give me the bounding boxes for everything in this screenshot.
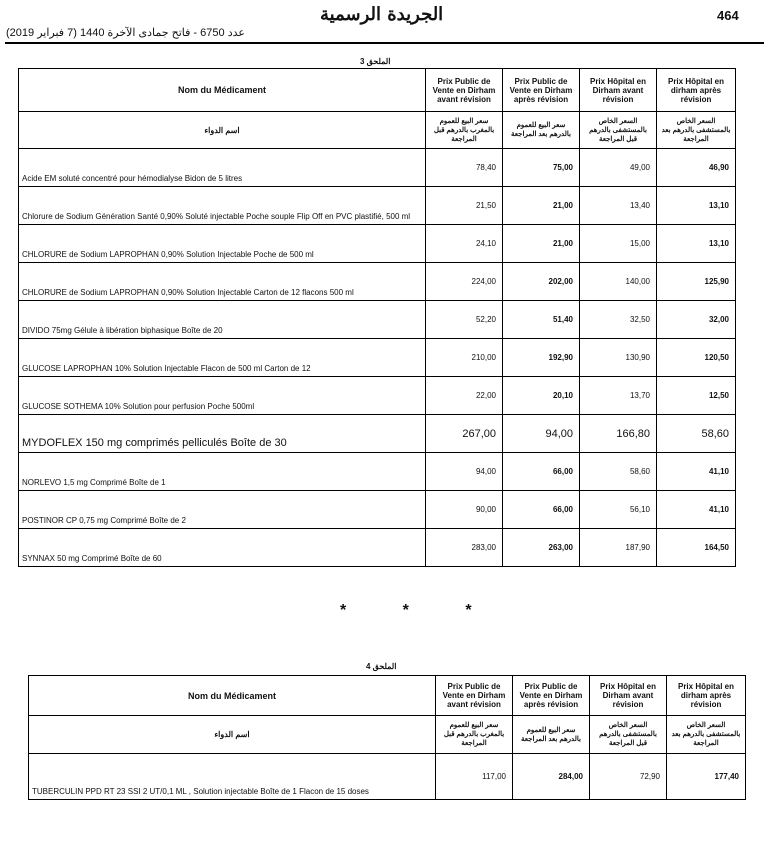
column-header-name: Nom du Médicament — [29, 676, 436, 716]
price-public-before: 52,20 — [426, 301, 503, 339]
price-hospital-after: 120,50 — [657, 339, 736, 377]
price-hospital-after: 58,60 — [657, 415, 736, 453]
price-hospital-after: 46,90 — [657, 149, 736, 187]
medication-name: GLUCOSE LAPROPHAN 10% Solution Injectable Flacon de 500 ml Carton de 12 — [19, 339, 426, 377]
medication-name: DIVIDO 75mg Gélule à libération biphasique Boîte de 20 — [19, 301, 426, 339]
column-header-hospital-after: Prix Hôpital en dirham après révision — [657, 69, 736, 112]
column-header-public-after: Prix Public de Vente en Dirham après révision — [513, 676, 590, 716]
column-header-name: Nom du Médicament — [19, 69, 426, 112]
price-hospital-before: 32,50 — [580, 301, 657, 339]
medication-name: SYNNAX 50 mg Comprimé Boîte de 60 — [19, 529, 426, 567]
price-public-before: 283,00 — [426, 529, 503, 567]
price-hospital-before: 49,00 — [580, 149, 657, 187]
table-row — [19, 263, 736, 301]
price-public-before: 78,40 — [426, 149, 503, 187]
header-rule — [5, 42, 764, 44]
annex4-label: الملحق 4 — [366, 662, 397, 671]
price-hospital-after: 164,50 — [657, 529, 736, 567]
column-header-public-after-ar: سعر البيع للعموم بالدرهم بعد المراجعة — [513, 716, 590, 754]
price-public-after: 284,00 — [513, 754, 590, 800]
table-row — [19, 491, 736, 529]
price-public-after: 21,00 — [503, 225, 580, 263]
column-header-public-before: Prix Public de Vente en Dirham avant révision — [436, 676, 513, 716]
price-public-before: 22,00 — [426, 377, 503, 415]
column-header-public-after: Prix Public de Vente en Dirham après révision — [503, 69, 580, 112]
column-header-hospital-before: Prix Hôpital en Dirham avant révision — [590, 676, 667, 716]
price-hospital-before: 166,80 — [580, 415, 657, 453]
column-header-public-after-ar: سعر البيع للعموم بالدرهم بعد المراجعة — [503, 112, 580, 149]
price-hospital-before: 58,60 — [580, 453, 657, 491]
price-public-before: 117,00 — [436, 754, 513, 800]
medication-name: CHLORURE de Sodium LAPROPHAN 0,90% Solution Injectable Poche de 500 ml — [19, 225, 426, 263]
price-hospital-before: 187,90 — [580, 529, 657, 567]
price-public-after: 263,00 — [503, 529, 580, 567]
journal-title: الجريدة الرسمية — [320, 4, 444, 25]
table-row — [19, 529, 736, 567]
price-hospital-after: 13,10 — [657, 225, 736, 263]
column-header-hospital-after-ar: السعر الخاص بالمستشفى بالدرهم بعد المراجعة — [667, 716, 746, 754]
price-hospital-before: 56,10 — [580, 491, 657, 529]
medication-name: Chlorure de Sodium Génération Santé 0,90% Soluté injectable Poche souple Flip Off en PVC plastifié, 500 ml — [19, 187, 426, 225]
page-number: 464 — [717, 8, 739, 23]
annex4-table — [28, 675, 746, 800]
column-header-name-ar: اسم الدواء — [19, 112, 426, 149]
price-hospital-before: 13,70 — [580, 377, 657, 415]
medication-name: NORLEVO 1,5 mg Comprimé Boîte de 1 — [19, 453, 426, 491]
price-public-after: 202,00 — [503, 263, 580, 301]
column-header-public-before-ar: سعر البيع للعموم بالمغرب بالدرهم قبل المراجعة — [436, 716, 513, 754]
price-public-after: 66,00 — [503, 491, 580, 529]
price-public-after: 94,00 — [503, 415, 580, 453]
medication-name: GLUCOSE SOTHEMA 10% Solution pour perfusion Poche 500ml — [19, 377, 426, 415]
price-public-before: 90,00 — [426, 491, 503, 529]
table-row — [19, 301, 736, 339]
price-public-after: 21,00 — [503, 187, 580, 225]
price-public-before: 21,50 — [426, 187, 503, 225]
price-public-before: 224,00 — [426, 263, 503, 301]
table-row — [19, 225, 736, 263]
price-public-after: 75,00 — [503, 149, 580, 187]
price-hospital-after: 32,00 — [657, 301, 736, 339]
column-header-hospital-before-ar: السعر الخاص بالمستشفى بالدرهم قبل المراجعة — [580, 112, 657, 149]
price-hospital-after: 41,10 — [657, 491, 736, 529]
column-header-public-before: Prix Public de Vente en Dirham avant révision — [426, 69, 503, 112]
price-hospital-before: 72,90 — [590, 754, 667, 800]
price-public-before: 24,10 — [426, 225, 503, 263]
price-hospital-before: 130,90 — [580, 339, 657, 377]
medication-name: POSTINOR CP 0,75 mg Comprimé Boîte de 2 — [19, 491, 426, 529]
table-row — [19, 187, 736, 225]
annex3-label: الملحق 3 — [360, 57, 391, 66]
column-header-hospital-before-ar: السعر الخاص بالمستشفى بالدرهم قبل المراجعة — [590, 716, 667, 754]
medication-name: MYDOFLEX 150 mg comprimés pelliculés Boîte de 30 — [19, 415, 426, 453]
column-header-name-ar: اسم الدواء — [29, 716, 436, 754]
column-header-hospital-before: Prix Hôpital en Dirham avant révision — [580, 69, 657, 112]
issue-line: عدد 6750 - فاتح جمادى الآخرة 1440 (7 فبراير 2019) — [6, 27, 245, 39]
price-hospital-before: 140,00 — [580, 263, 657, 301]
table-row — [19, 149, 736, 187]
medication-name: Acide EM soluté concentré pour hémodialyse Bidon de 5 litres — [19, 149, 426, 187]
column-header-public-before-ar: سعر البيع للعموم بالمغرب بالدرهم قبل المراجعة — [426, 112, 503, 149]
price-hospital-after: 125,90 — [657, 263, 736, 301]
price-public-after: 66,00 — [503, 453, 580, 491]
price-hospital-after: 177,40 — [667, 754, 746, 800]
price-public-before: 267,00 — [426, 415, 503, 453]
table-row — [29, 754, 746, 800]
table-row — [19, 453, 736, 491]
table-row — [19, 377, 736, 415]
medication-name: TUBERCULIN PPD RT 23 SSI 2 UT/0,1 ML , Solution injectable Boîte de 1 Flacon de 15 doses — [29, 754, 436, 800]
price-public-after: 20,10 — [503, 377, 580, 415]
medication-name: CHLORURE de Sodium LAPROPHAN 0,90% Solution Injectable Carton de 12 flacons 500 ml — [19, 263, 426, 301]
table-row — [19, 339, 736, 377]
price-hospital-before: 15,00 — [580, 225, 657, 263]
price-public-before: 210,00 — [426, 339, 503, 377]
annex3-table — [18, 68, 736, 567]
column-header-hospital-after-ar: السعر الخاص بالمستشفى بالدرهم بعد المراجعة — [657, 112, 736, 149]
price-hospital-before: 13,40 — [580, 187, 657, 225]
column-header-hospital-after: Prix Hôpital en dirham après révision — [667, 676, 746, 716]
price-hospital-after: 13,10 — [657, 187, 736, 225]
price-public-after: 51,40 — [503, 301, 580, 339]
separator-stars: * * * — [340, 602, 498, 619]
price-hospital-after: 41,10 — [657, 453, 736, 491]
price-public-before: 94,00 — [426, 453, 503, 491]
price-hospital-after: 12,50 — [657, 377, 736, 415]
price-public-after: 192,90 — [503, 339, 580, 377]
table-row — [19, 415, 736, 453]
